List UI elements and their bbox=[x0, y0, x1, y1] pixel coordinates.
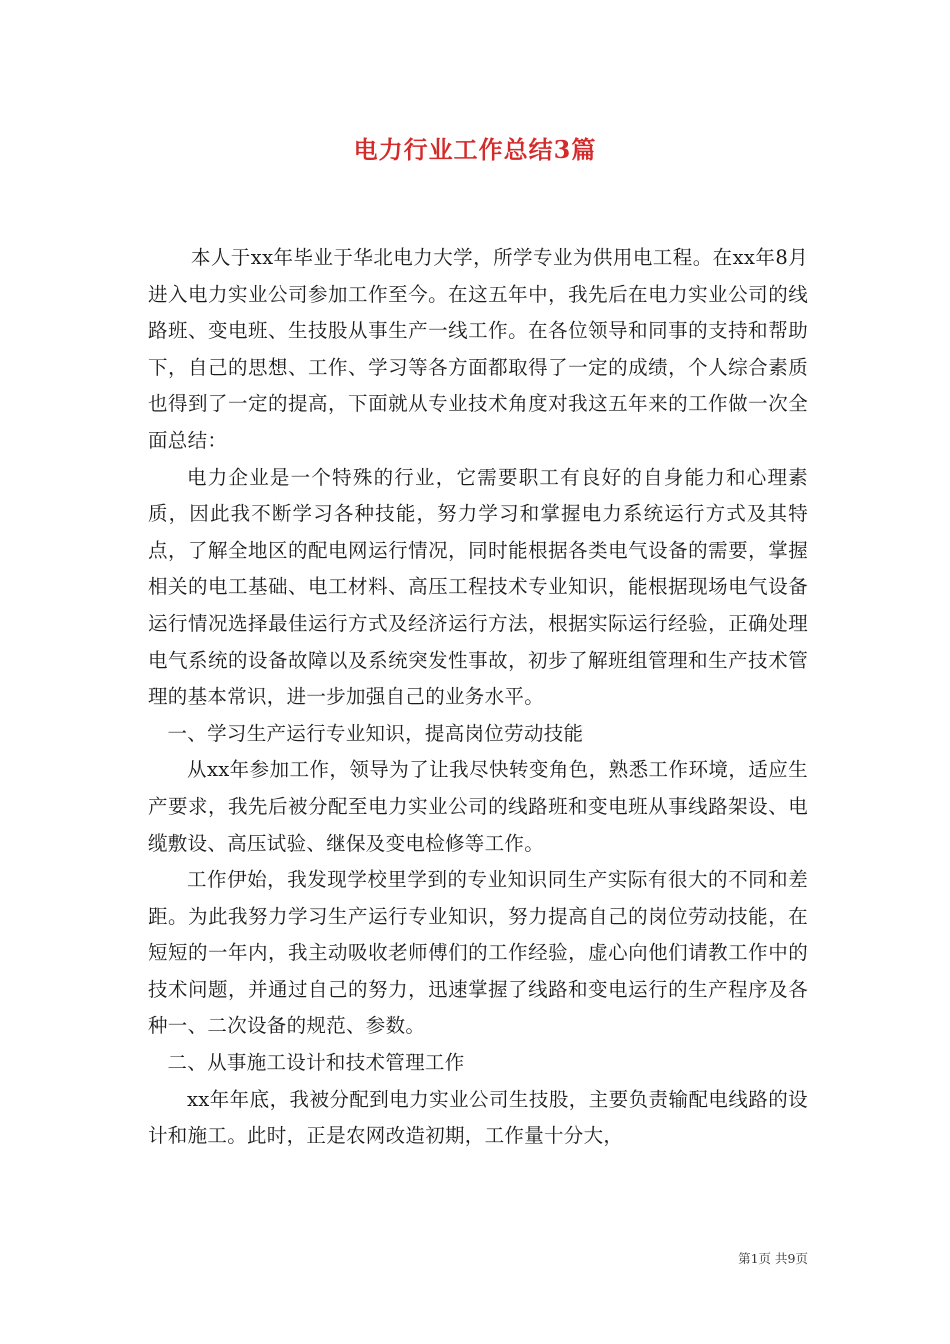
document-title: 电力行业工作总结3篇 bbox=[353, 135, 597, 164]
page-number: 第1页 共9页 bbox=[738, 1251, 808, 1266]
section-heading-1: 一、学习生产运行专业知识，提高岗位劳动技能 bbox=[167, 721, 584, 745]
paragraph-design: xx年年底，我被分配到电力实业公司生技股，主要负责输配电线路的设计和施工。此时，正是农网改造初期，工作量十分大， bbox=[148, 1087, 808, 1148]
document-body bbox=[148, 240, 808, 1155]
section-heading-2: 二、从事施工设计和技术管理工作 bbox=[167, 1051, 465, 1075]
paragraph-industry: 电力企业是一个特殊的行业，它需要职工有良好的自身能力和心理素质，因此我不断学习各种技能，努力学习和掌握电力系统运行方式及其特点，了解全地区的配电网运行情况，同时能根据各类电气设备的需要，掌握相关的电工基础、电工材料、高压工程技术专业知识，能根据现场电气设备运行情况选择最佳运行方式及经济运行方法，根据实际运行经验，正确处理电气系统的设备故障以及系统突发性事故，初步了解班组管理和生产技术管理的基本常识，进一步加强自己的业务水平。 bbox=[148, 465, 808, 709]
paragraph-intro: 本人于xx年毕业于华北电力大学，所学专业为供用电工程。在xx年8月进入电力实业公司参加工作至今。在这五年中，我先后在电力实业公司的线路班、变电班、生技股从事生产一线工作。在各位领导和同事的支持和帮助下，自己的思想、工作、学习等各方面都取得了一定的成绩，个人综合素质也得到了一定的提高，下面就从专业技术角度对我这五年来的工作做一次全面总结： bbox=[148, 246, 808, 452]
paragraph-learning: 工作伊始，我发现学校里学到的专业知识同生产实际有很大的不同和差距。为此我努力学习生产运行专业知识，努力提高自己的岗位劳动技能，在短短的一年内，我主动吸收老师傅们的工作经验，虚心向他们请教工作中的技术问题，并通过自己的努力，迅速掌握了线路和变电运行的生产程序及各种一、二次设备的规范、参数。 bbox=[148, 868, 808, 1038]
paragraph-start-work: 从xx年参加工作，领导为了让我尽快转变角色，熟悉工作环境，适应生产要求，我先后被分配至电力实业公司的线路班和变电班从事线路架设、电缆敷设、高压试验、继保及变电检修等工作。 bbox=[148, 758, 808, 855]
